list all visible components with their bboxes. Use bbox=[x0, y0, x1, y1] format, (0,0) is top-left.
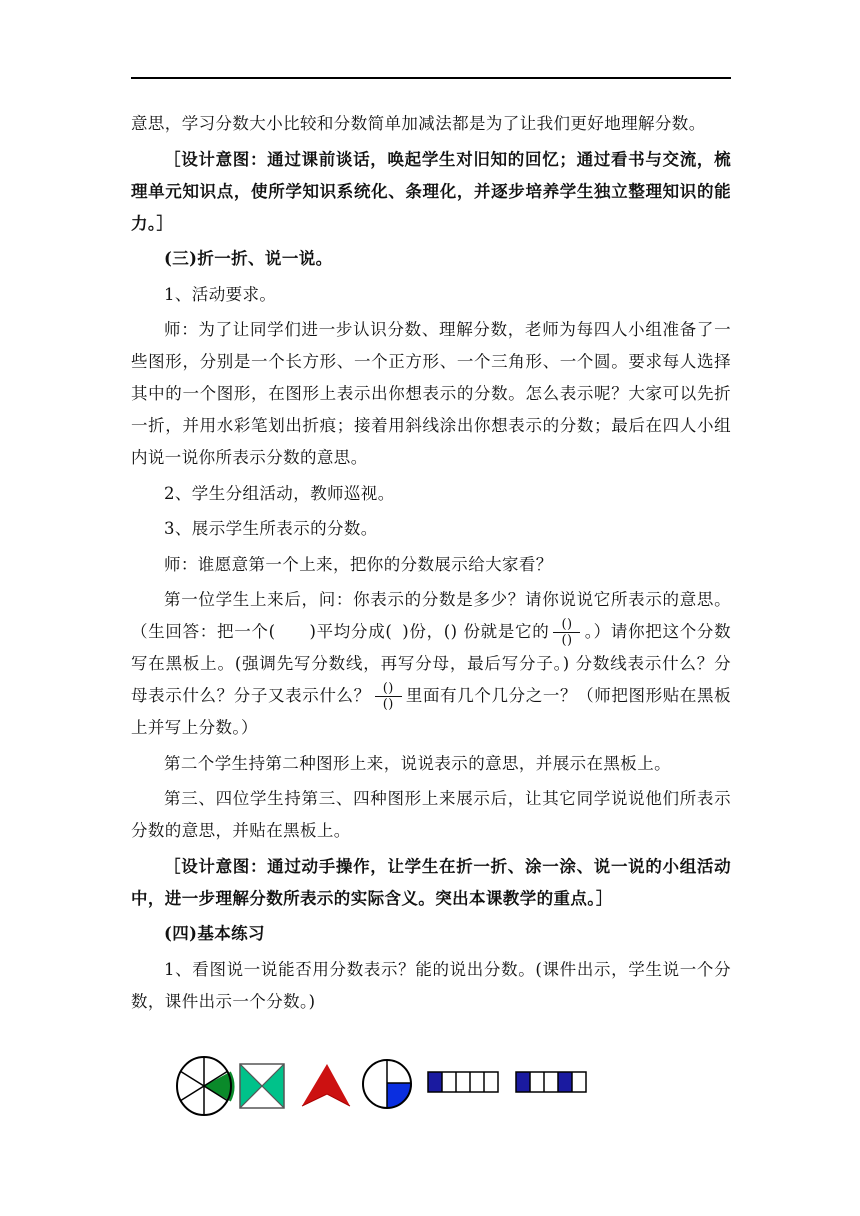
text-run: )平均分成( bbox=[309, 622, 393, 641]
paragraph: 师：谁愿意第一个上来，把你的分数展示给大家看？ bbox=[164, 554, 553, 574]
fraction-placeholder bbox=[375, 681, 402, 712]
bar-outline bbox=[516, 1072, 586, 1092]
shaded-cell bbox=[428, 1072, 442, 1092]
paragraph: 1、看图说一说能否用分数表示？能的说出分数。(课件出示，学生说一个分数，课件出示一个分数。) bbox=[131, 959, 731, 1011]
design-intent-note: ［设计意图：通过课前谈话，唤起学生对旧知的回忆；通过看书与交流，梳理单元知识点，使所学知识系统化、条理化，并逐步培养学生独立整理知识的能力。］ bbox=[131, 149, 731, 233]
square-four-triangles-figure bbox=[240, 1064, 284, 1108]
shaded-triangle bbox=[262, 1064, 284, 1108]
square-outline bbox=[240, 1064, 284, 1108]
fraction-denominator: () bbox=[382, 697, 394, 712]
shaded-triangle bbox=[302, 1064, 350, 1106]
design-intent-note: ［设计意图：通过动手操作，让学生在折一折、涂一涂、说一说的小组活动中，进一步理解分数所表示的实际含义。突出本课教学的重点。］ bbox=[131, 856, 731, 908]
triangle-split-figure bbox=[302, 1064, 350, 1106]
bar-outline bbox=[428, 1072, 498, 1092]
paragraph: 第二个学生持第二种图形上来，说说表示的意思，并展示在黑板上。 bbox=[164, 753, 671, 773]
paragraph: 1、活动要求。 bbox=[164, 284, 277, 304]
circle-unequal-figure bbox=[363, 1060, 412, 1108]
text-run: )份，( bbox=[402, 622, 451, 641]
text-run: 里面有几个几分之一？（师把图形贴在黑板上并写上分数。） bbox=[131, 686, 731, 737]
shaded-cell bbox=[516, 1072, 530, 1092]
header-rule bbox=[131, 77, 731, 79]
paragraph: 2、学生分组活动，教师巡视。 bbox=[164, 483, 395, 503]
diagonal-line bbox=[240, 1064, 284, 1108]
paragraph-with-fractions bbox=[131, 584, 731, 744]
paragraph: 第三、四位学生持第三、四种图形上来展示后，让其它同学说说他们所表示分数的意思，并贴在黑板上。 bbox=[131, 789, 731, 840]
divider-line bbox=[302, 1094, 350, 1106]
text-run: 第一位学生上来后，问：你表示的分数是多少？请你说说它所表示的意思。（生回答：把一个( bbox=[131, 590, 731, 641]
shaded-cell bbox=[558, 1072, 572, 1092]
shaded-region bbox=[387, 1083, 412, 1108]
circle-six-parts-figure bbox=[177, 1057, 235, 1115]
circle-outline bbox=[177, 1057, 231, 1115]
fraction-denominator: () bbox=[561, 633, 573, 648]
paragraph: 3、展示学生所表示的分数。 bbox=[164, 519, 378, 538]
fraction-numerator: () bbox=[553, 617, 580, 633]
unshaded-region bbox=[387, 1062, 412, 1083]
document-body bbox=[131, 108, 731, 1021]
fraction-numerator: () bbox=[375, 681, 402, 697]
section-heading: (三)折一折、说一说。 bbox=[164, 249, 333, 268]
bar-five-alt-figure bbox=[516, 1072, 586, 1092]
diagonal-line bbox=[240, 1064, 284, 1108]
bar-five-figure bbox=[428, 1072, 498, 1092]
shaded-triangle bbox=[240, 1064, 262, 1108]
section-heading: (四)基本练习 bbox=[164, 924, 265, 943]
fraction-placeholder bbox=[553, 617, 580, 648]
paragraph: 意思，学习分数大小比较和分数简单加减法都是为了让我们更好地理解分数。 bbox=[131, 114, 706, 133]
divider-line bbox=[180, 1071, 228, 1101]
text-run: 。）请你把这个分数写在黑板上。(强调先写分数线，再写分母，最后写分子。) 分数线表示什么？分母表示什么？分子又表示什么？ bbox=[131, 622, 731, 705]
text-run: ) 份就是它的 bbox=[450, 622, 550, 641]
shaded-sector bbox=[204, 1072, 235, 1102]
circle-outline bbox=[363, 1060, 411, 1108]
divider-line bbox=[180, 1071, 228, 1101]
paragraph: 师：为了让同学们进一步认识分数、理解分数，老师为每四人小组准备了一些图形，分别是一个长方形、一个正方形、一个三角形、一个圆。要求每人选择其中的一个图形，在图形上表示出你想表示的分数。怎么表示呢？大家可以先折一折，并用水彩笔划出折痕；接着用斜线涂出你想表示的分数；最后在四人小组内说一说你所表示分数的意思。 bbox=[131, 320, 731, 467]
